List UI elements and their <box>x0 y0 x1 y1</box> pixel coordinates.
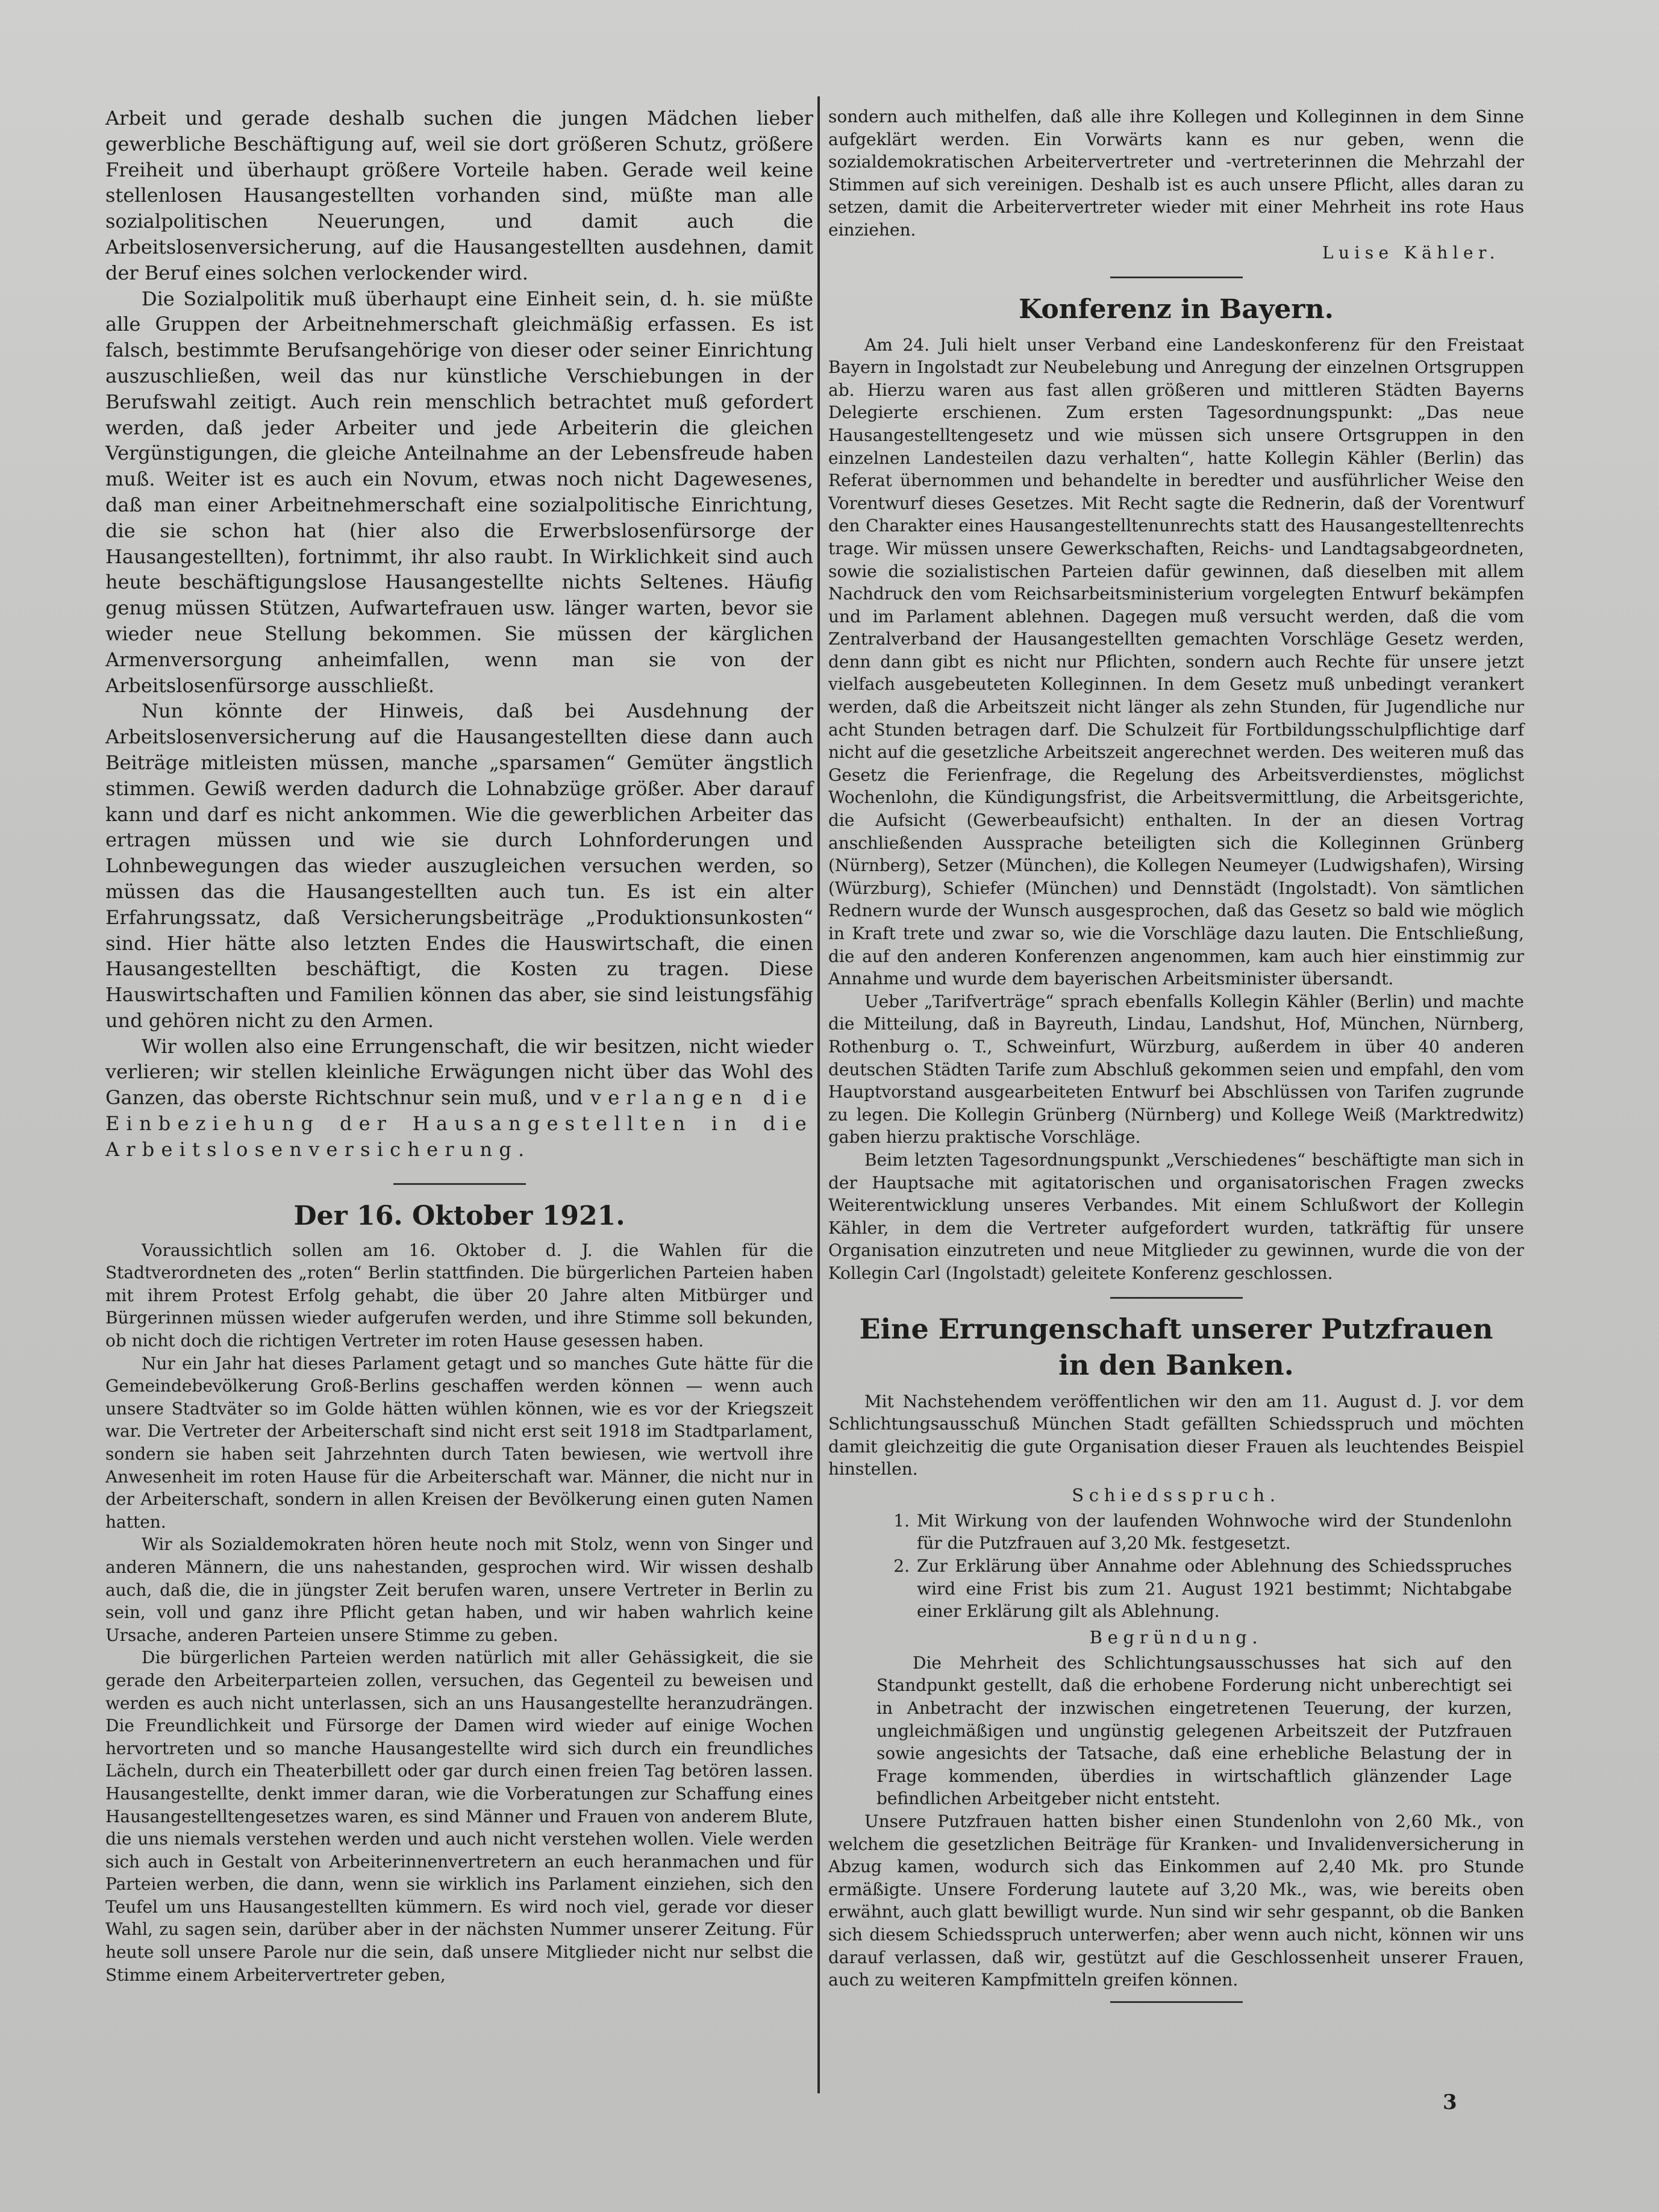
list-item-number: 1. <box>893 1510 910 1531</box>
konferenz-paragraph: Am 24. Juli hielt unser Verband eine Landeskonferenz für den Freistaat Bayern in Ingolstadt zur Neubelebung und Anregung der einzelnen Ortsgruppen ab. Hierzu waren aus fast allen größeren und mittleren Städten Bayerns Delegierte erschienen. Zum ersten Tagesordnungspunkt: „Das neue Hausangestelltengesetz und wie müssen sich unsere Ortsgruppen in den einzelnen Landesteilen dazu verhalten“, hatte Kollegin Kähler (Berlin) das Referat übernommen und behandelte in beredter und ausführlicher Weise den Vorentwurf dieses Gesetzes. Mit Recht sagte die Rednerin, daß der Vorentwurf den Charakter eines Hausangestelltenunrechts statt des Hausangestelltenrechts trage. Wir müssen unsere Gewerkschaften, Reichs- und Landtagsabgeordneten, sowie die sozialistischen Parteien dafür gewinnen, daß dieselben mit allem Nachdruck den vom Reichsarbeitsministerium vorgelegten Entwurf bekämpfen und im Parlament ablehnen. Dagegen muß versucht werden, daß die vom Zentralverband der Hausangestellten gemachten Vorschläge Gesetz werden, denn dann gibt es nicht nur Pflichten, sondern auch Rechte für unsere jetzt vielfach ausgebeuteten Kolleginnen. In dem Gesetz muß unbedingt verankert werden, daß die Arbeitszeit nicht länger als zehn Stunden, für Jugendliche nur acht Stunden betragen darf. Die Schulzeit für Fortbildungsschulpflichtige darf nicht auf die gesetzliche Arbeitszeit angerechnet werden. Des weiteren muß das Gesetz die Ferienfrage, die Regelung des Arbeitsverdienstes, möglichst Wochenlohn, die Kündigungsfrist, die Arbeitsvermittlung, die Arbeitsgerichte, die Aufsicht (Gewerbeaufsicht) enthalten. In der an diesen Vortrag anschließenden Aussprache beteiligten sich die Kolleginnen Grünberg (Nürnberg), Setzer (München), die Kollegen Neumeyer (Ludwigshafen), Wirsing (Würzburg), Schiefer (München) und Dennstädt (Ingolstadt). Von sämtlichen Rednern wurde der Wunsch ausgesprochen, daß das Gesetz so bald wie möglich in Kraft trete und zwar so, wie die Vorschläge dazu lauten. Die Entschließung, die auf den anderen Konferenzen angenommen, kam auch hier einstimmig zur Annahme und wurde dem bayerischen Arbeitsminister übersandt. <box>828 334 1524 989</box>
schiedsspruch-list <box>828 1510 1524 1623</box>
list-item-number: 2. <box>893 1556 910 1576</box>
paragraph-versicherung: Nun könnte der Hinweis, daß bei Ausdehnung der Arbeitslosenversicherung auf die Hausangestellten diese dann auch Beiträge mitleisten müssen, manche „sparsamen“ Gemüter ängstlich stimmen. Gewiß werden dadurch die Lohnabzüge größer. Aber darauf kann und darf es nicht ankommen. Wie die gewerblichen Arbeiter das ertragen müssen und wie sie durch Lohnforderungen und Lohnbewegungen das wieder auszugleichen versuchen werden, so müssen das die Hausangestellten auch tun. Es ist ein alter Erfahrungssatz, daß Versicherungsbeiträge „Produktionsunkosten“ sind. Hier hätte also letzten Endes die Hauswirtschaft, die einen Hausangestellten beschäftigt, die Kosten zu tragen. Diese Hauswirtschaften und Familien können das aber, sie sind leistungsfähig und gehören nicht zu den Armen. <box>105 699 813 1032</box>
paragraph-errungenschaft-emphasis: verlangen die Einbeziehung der Hausangestellten in die Arbeitslosenversicherung. <box>105 1086 814 1161</box>
list-item <box>876 1555 1512 1623</box>
article-heading-oktober: Der 16. Oktober 1921. <box>293 1200 625 1231</box>
article-putzfrauen <box>828 1390 1524 1992</box>
opening-paragraph: Arbeit und gerade deshalb suchen die jungen Mädchen lieber gewerbliche Beschäftigung auf, weil sie dort größeren Schutz, größere Freiheit und überhaupt größere Vorteile haben. Gerade weil keine stellenlosen Hausangestellten vorhanden sind, müßte man alle sozialpolitischen Neuerungen, und damit auch die Arbeitslosenversicherung, auf die Hausangestellten ausdehnen, damit der Beruf eines solchen verlockender wird. <box>105 107 813 284</box>
paragraph-errungenschaft <box>105 1034 813 1163</box>
right-column <box>828 105 1524 2003</box>
heading-line: in den Banken. <box>1058 1348 1294 1381</box>
schiedsspruch-label: Schiedsspruch. <box>1072 1484 1281 1505</box>
paragraph-einheit: Die Sozialpolitik muß überhaupt eine Einheit sein, d. h. sie müßte alle Gruppen der Arbeitnehmerschaft gleichmäßig erfassen. Es ist falsch, bestimmte Berufsangehörige von dieser oder seiner Einrichtung auszuschließen, weil das nur künstliche Verschiebungen in der Berufswahl zeitigt. Auch rein menschlich betrachtet muß gefordert werden, daß jeder Arbeiter und jede Arbeiterin die gleichen Vergünstigungen, die gleiche Anteilnahme an der Lebensfreude haben muß. Weiter ist es auch ein Novum, etwas noch nicht Dagewesenes, daß man einer Arbeitnehmerschaft eine sozialpolitische Einrichtung, die sie schon hat (hier also die Erwerbslosenfürsorge der Hausangestellten), fortnimmt, ihr also raubt. In Wirklichkeit sind auch heute beschäftigungslose Hausangestellte nichts Seltenes. Häufig genug müssen Stützen, Aufwartefrauen usw. länger warten, bevor sie wieder neue Stellung bekommen. Sie müssen der kärglichen Armenversorgung anheimfallen, wenn man sie von der Arbeitslosenfürsorge ausschließt. <box>105 287 813 697</box>
oktober-paragraph: Voraussichtlich sollen am 16. Oktober d. J. die Wahlen für die Stadtverordneten des „roten“ Berlin stattfinden. Die bürgerlichen Parteien haben mit ihrem Protest Erfolg gehabt, die über 20 Jahre alten Mitbürger und Bürgerinnen müssen wieder aufgerufen werden, und ihre Stimme soll bekunden, ob nicht doch die richtigen Vertreter im roten Hause gesessen haben. <box>105 1240 813 1351</box>
konferenz-paragraph: Beim letzten Tagesordnungspunkt „Verschiedenes“ beschäftigte man sich in der Hauptsache mit agitatorischen und organisatorischen Fragen zwecks Weiterentwicklung unseres Verbandes. Mit einem Schlußwort der Kollegin Kähler, in dem die Vertreter aufgefordert wurden, tatkräftig für unsere Organisation einzutreten und neue Mitglieder zu gewinnen, wurde die von der Kollegin Carl (Ingolstadt) geleitete Konferenz geschlossen. <box>828 1149 1524 1283</box>
continuation-paragraph: sondern auch mithelfen, daß alle ihre Kollegen und Kolleginnen in dem Sinne aufgeklärt werden. Ein Vorwärts kann es nur geben, wenn die sozialdemokratischen Arbeitervertreter und -vertreterinnen die Mehrzahl der Stimmen auf sich vereinigen. Deshalb ist es auch unsere Pflicht, alles daran zu setzen, damit die Arbeitervertreter wieder mit einer Mehrheit ins rote Haus einziehen. <box>828 107 1524 240</box>
left-column <box>105 105 813 1986</box>
heading-line: Eine Errungenschaft unserer Putzfrauen <box>859 1312 1493 1345</box>
column-divider <box>817 96 820 2093</box>
putzfrauen-intro: Mit Nachstehendem veröffentlichen wir den am 11. August d. J. vor dem Schlichtungsausschuß München Stadt gefällten Schiedsspruch und möchten damit gleichzeitig die gute Organisation dieser Frauen als leuchtendes Beispiel hinstellen. <box>828 1391 1524 1479</box>
konferenz-paragraph: Ueber „Tarifverträge“ sprach ebenfalls Kollegin Kähler (Berlin) und machte die Mitteilung, daß in Bayreuth, Lindau, Landshut, Hof, München, Nürnberg, Rothenburg o. T., Schweinfurt, Würzburg, außerdem in über 40 anderen deutschen Städten Tarife zum Abschluß gekommen seien und empfahl, den vom Hauptvorstand ausgearbeiteten Entwurf bei Abschlüssen von Tarifen zugrunde zu legen. Die Kollegin Grünberg (Nürnberg) und Kollege Weiß (Marktredwitz) gaben hierzu praktische Vorschläge. <box>828 991 1524 1148</box>
article-konferenz <box>828 334 1524 1285</box>
paragraph-errungenschaft-text: Wir wollen also eine Errungenschaft, die wir besitzen, nicht wieder verlieren; wir stellen kleinliche Erwägungen nicht über das Wohl des Ganzen, das oberste Richtschnur sein muß, und <box>105 1034 813 1110</box>
article-heading-putzfrauen <box>828 1311 1524 1383</box>
begruendung-label: Begründung. <box>1089 1626 1263 1648</box>
oktober-paragraph: Die bürgerlichen Parteien werden natürlich mit aller Gehässigkeit, die sie gerade den Arbeiterparteien zollen, versuchen, das Gegenteil zu beweisen und werden es auch nicht unterlassen, sich an uns Hausangestellte heranzudrängen. Die Freundlichkeit und Fürsorge der Damen wird wieder auf einige Wochen hervortreten und so manche Hausangestellte wird sich durch ein freundliches Lächeln, durch ein Theaterbillett oder gar durch einen freien Tag betören lassen. Hausangestellte, denkt immer daran, wie die Vorberatungen zur Schaffung eines Hausangestelltengesetzes waren, es sind Männer und Frauen von anderem Blute, die uns niemals verstehen werden und auch nicht verstehen wollen. Viele werden sich auch in Gestalt von Arbeiterinnenvertretern an euch heranmachen und für Parteien werben, die dann, wenn sie wirklich ins Parlament einziehen, sich den Teufel um uns Hausangestellten kümmern. Es wird noch viel, gerade vor dieser Wahl, zu sagen sein, darüber aber in der nächsten Nummer unserer Zeitung. Für heute soll unsere Parole nur die sein, daß unsere Mitglieder nicht nur selbst die Stimme einem Arbeitervertreter geben, <box>105 1648 813 1985</box>
section-separator <box>1110 2001 1243 2003</box>
list-item <box>876 1510 1512 1555</box>
begruendung-text: Die Mehrheit des Schlichtungsausschusses hat sich auf den Standpunkt gestellt, daß die erhobene Forderung nicht unberechtigt sei in Anbetracht der inzwischen eingetretenen Teuerung, der kurzen, ungleichmäßigen und ungünstig gelegenen Arbeitszeit der Putzfrauen sowie angesichts der Tatsache, daß eine erhebliche Belastung der in Frage kommenden, überdies in wirtschaftlich glänzender Lage befindlichen Arbeitgeber nicht entsteht. <box>876 1652 1512 1809</box>
page-number: 3 <box>1443 2090 1457 2114</box>
article-heading-konferenz: Konferenz in Bayern. <box>1019 293 1334 325</box>
article-oktober <box>105 1239 813 1987</box>
putzfrauen-closing: Unsere Putzfrauen hatten bisher einen Stundenlohn von 2,60 Mk., von welchem die gesetzlichen Beiträge für Kranken- und Invalidenversicherung in Abzug kamen, wodurch sich das Einkommen auf 2,40 Mk. pro Stunde ermäßigte. Unsere Forderung lautete auf 3,20 Mk., was, wie bereits oben erwähnt, auch glatt bewilligt wurde. Nun sind wir sehr gespannt, ob die Banken sich diesem Schiedsspruch unterwerfen; aber wenn auch nicht, können wir uns darauf verlassen, daß wir, gestützt auf die Geschlossenheit unserer Frauen, auch zu weiteren Kampfmitteln greifen können. <box>828 1811 1524 1990</box>
oktober-paragraph: Wir als Sozialdemokraten hören heute noch mit Stolz, wenn von Singer und anderen Männern, die uns nahestanden, gesprochen wird. Wir wissen deshalb auch, daß die, die in jüngster Zeit berufen waren, unsere Vertreter in Berlin zu sein, voll und ganz ihre Pflicht getan haben, und wir haben wahrlich keine Ursache, anderen Parteien unsere Stimme zu geben. <box>105 1534 813 1645</box>
oktober-paragraph: Nur ein Jahr hat dieses Parlament getagt und so manches Gute hätte für die Gemeindebevölkerung Groß-Berlins geschaffen werden können — wenn auch unsere Stadtväter so im Golde hätten wühlen können, wie es vor der Kriegszeit war. Die Vertreter der Arbeiterschaft sind nicht erst seit 1918 im Stadtparlament, sondern sie haben seit Jahrzehnten durch Taten bewiesen, wie wertvoll ihre Anwesenheit im roten Hause für die Arbeiterschaft war. Männer, die nicht nur in der Arbeiterschaft, sondern in allen Kreisen der Bevölkerung einen guten Namen hatten. <box>105 1353 813 1532</box>
list-item-text: Mit Wirkung von der laufenden Wohnwoche wird der Stundenlohn für die Putzfrauen auf 3,20 Mk. festgesetzt. <box>917 1510 1512 1554</box>
author-signature: Luise Kähler. <box>1322 242 1500 263</box>
list-item-text: Zur Erklärung über Annahme oder Ablehnung des Schiedsspruches wird eine Frist bis zum 21. August 1921 bestimmt; Nichtabgabe einer Erklärung gilt als Ablehnung. <box>917 1556 1512 1622</box>
